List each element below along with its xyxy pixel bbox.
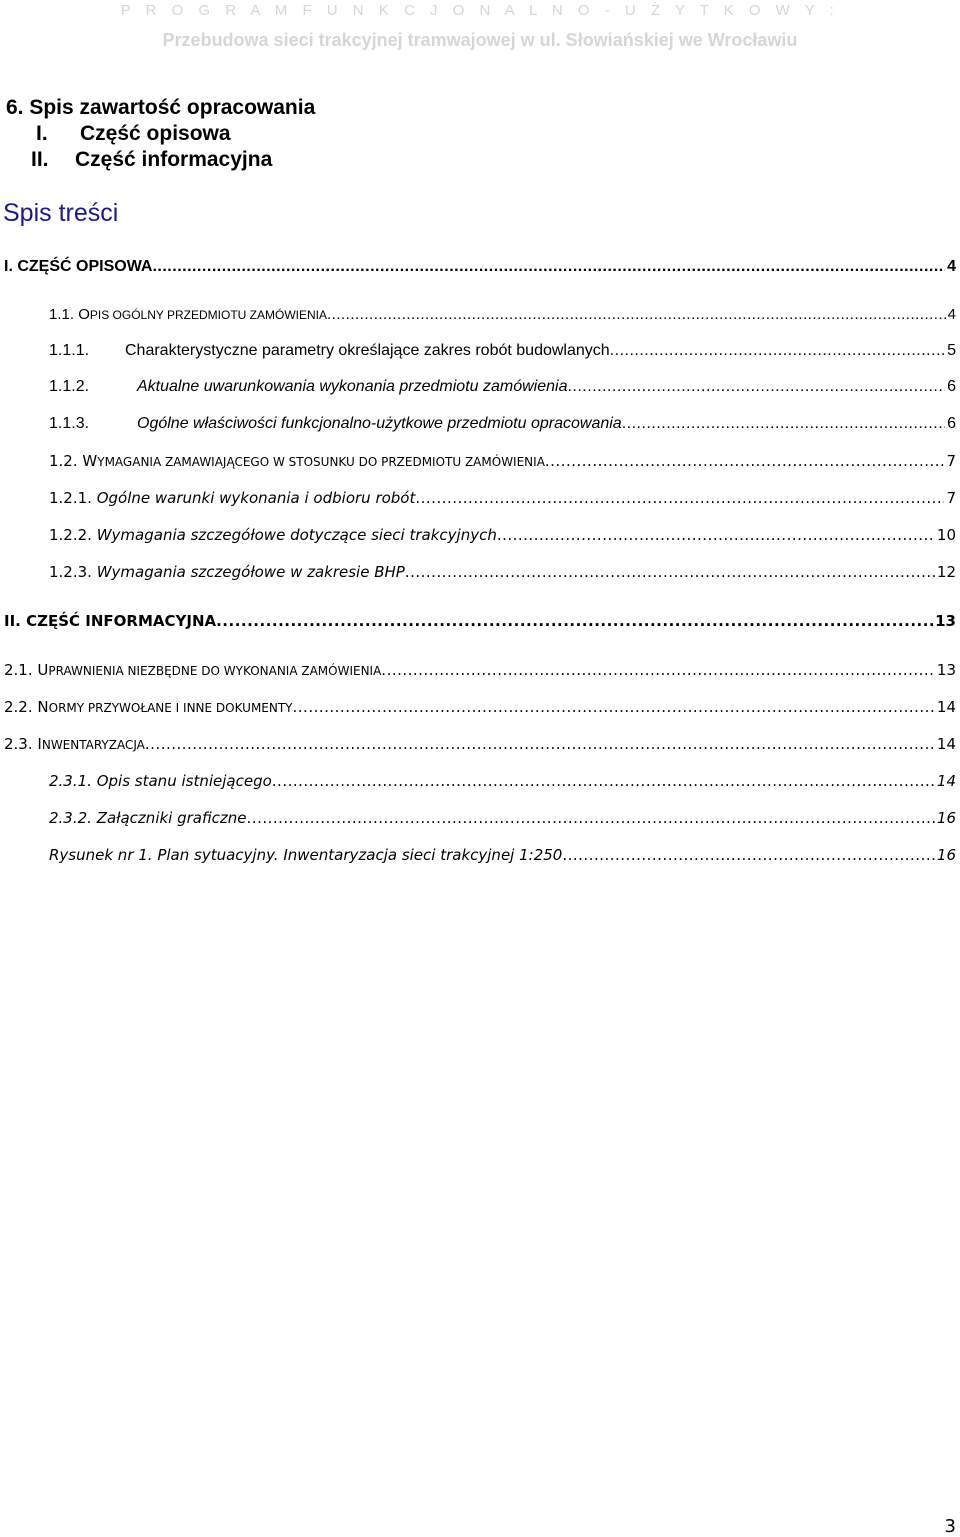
toc-entry[interactable]	[49, 342, 956, 360]
toc-page: 10	[936, 526, 956, 544]
toc-leader	[562, 846, 935, 864]
toc-label: PIS OGÓLNY PRZEDMIOTU ZAMÓWIENIA	[89, 308, 328, 322]
toc-page: 5	[947, 342, 956, 359]
toc-label: Rysunek nr 1. Plan sytuacyjny. Inwentaryzacja sieci trakcyjnej 1:250	[49, 846, 563, 864]
toc-page: 16	[936, 809, 956, 827]
part-number: I.	[36, 122, 48, 145]
toc-entry[interactable]	[49, 526, 956, 544]
toc-number: 1.1.3.	[49, 415, 90, 432]
toc-label: Wymagania szczegółowe dotyczące sieci trakcyjnych	[96, 526, 497, 544]
toc-label: YMAGANIA ZAMAWIAJĄCEGO W STOSUNKU DO PRZEDMIOTU ZAMÓWIENIA	[97, 455, 545, 469]
toc-entry[interactable]	[4, 698, 956, 716]
toc-label: Załączniki graficzne	[96, 809, 247, 827]
toc-number: 2.1.	[4, 661, 33, 679]
toc-page: 12	[936, 563, 956, 581]
toc-label: Wymagania szczegółowe w zakresie BHP	[96, 563, 405, 581]
toc-label: Ogólne warunki wykonania i odbioru robót	[96, 489, 416, 507]
toc-number: II.	[4, 612, 21, 630]
toc-label: Ogólne właściwości funkcjonalno-użytkowe przedmiotu opracowania	[137, 415, 622, 432]
toc-leader	[497, 526, 935, 544]
toc-page: 7	[946, 452, 956, 470]
toc-page: 6	[947, 378, 956, 395]
toc-number: 2.2.	[4, 698, 33, 716]
toc-entry[interactable]	[4, 258, 956, 276]
toc-page: 4	[947, 306, 956, 323]
section-title: 6. Spis zawartość opracowania	[6, 96, 316, 119]
toc-leader	[327, 306, 946, 323]
page-number: 3	[944, 1516, 956, 1537]
toc-label: Opis stanu istniejącego	[96, 772, 272, 790]
toc-page: 14	[936, 772, 956, 790]
toc-page: 4	[947, 258, 956, 275]
toc-number: 1.2.3.	[49, 563, 92, 581]
toc-leader	[405, 563, 935, 581]
toc-entry[interactable]	[49, 809, 956, 827]
toc-page: 13	[935, 612, 956, 630]
toc-label-initial: U	[37, 661, 49, 679]
toc-page: 13	[936, 661, 956, 679]
toc-label: ORMY PRZYWOŁANE I INNE DOKUMENTY	[48, 701, 293, 715]
toc-label: Charakterystyczne parametry określające zakres robót budowlanych	[125, 342, 610, 359]
toc-entry[interactable]	[49, 772, 956, 790]
toc-leader	[152, 258, 945, 276]
part-item-descriptive	[36, 122, 231, 146]
part-number: II.	[31, 148, 49, 171]
toc-number: 2.3.2.	[49, 809, 92, 827]
toc-label: CZĘŚĆ OPISOWA	[17, 258, 153, 275]
toc-page: 7	[946, 489, 956, 507]
toc-label-initial: N	[37, 698, 49, 716]
toc-leader	[415, 489, 944, 507]
toc-label-initial: W	[82, 452, 98, 470]
toc-number: 1.2.	[49, 452, 78, 470]
toc-label: CZĘŚĆ INFORMACYJNA	[26, 612, 217, 630]
toc-leader	[610, 342, 945, 360]
toc-number: 1.1.	[49, 306, 75, 323]
toc-entry[interactable]	[4, 612, 956, 630]
header-program-label: P R O G R A M F U N K C J O N A L N O - U Ż Y T K O W Y :	[120, 2, 840, 19]
toc-title: Spis treści	[3, 199, 119, 227]
toc-number: 2.3.1.	[49, 772, 92, 790]
header-project-title: Przebudowa sieci trakcyjnej tramwajowej w ul. Słowiańskiej we Wrocławiu	[162, 30, 798, 50]
part-item-informational	[31, 148, 272, 172]
toc-label: PRAWNIENIA NIEZBĘDNE DO WYKONANIA ZAMÓWIENIA	[48, 664, 382, 678]
toc-number: 1.1.2.	[49, 378, 90, 395]
toc-leader	[145, 735, 935, 753]
part-label: Część informacyjna	[75, 148, 273, 171]
toc-page: 14	[936, 735, 956, 753]
toc-page: 14	[936, 698, 956, 716]
toc-label-initial: I	[37, 735, 42, 753]
toc-entry[interactable]	[49, 563, 956, 581]
toc-leader	[272, 772, 935, 790]
toc-number: 2.3.	[4, 735, 33, 753]
toc-leader	[545, 452, 945, 470]
toc-entry[interactable]	[49, 489, 956, 507]
part-label: Część opisowa	[80, 122, 231, 145]
toc-entry[interactable]	[49, 415, 956, 433]
toc-label: Aktualne uwarunkowania wykonania przedmiotu zamówienia	[137, 378, 568, 395]
toc-number: 1.1.1.	[49, 342, 90, 359]
toc-number: 1.2.1.	[49, 489, 92, 507]
toc-entry[interactable]	[4, 735, 956, 753]
toc-page: 6	[947, 415, 956, 432]
toc-leader	[216, 612, 933, 630]
toc-leader	[381, 661, 935, 679]
toc-label: NWENTARYZACJA	[41, 738, 145, 752]
toc-number: I.	[4, 258, 13, 275]
toc-entry[interactable]	[4, 661, 956, 679]
toc-page: 16	[936, 846, 956, 864]
toc-leader	[293, 698, 935, 716]
toc-label-initial: O	[78, 306, 90, 323]
toc-leader	[622, 415, 945, 433]
toc-entry[interactable]	[49, 378, 956, 396]
toc-number: 1.2.2.	[49, 526, 92, 544]
toc-leader	[247, 809, 935, 827]
toc-entry[interactable]	[49, 452, 956, 470]
toc-leader	[567, 378, 945, 396]
toc-entry[interactable]	[49, 846, 956, 864]
toc-entry[interactable]	[49, 306, 956, 323]
